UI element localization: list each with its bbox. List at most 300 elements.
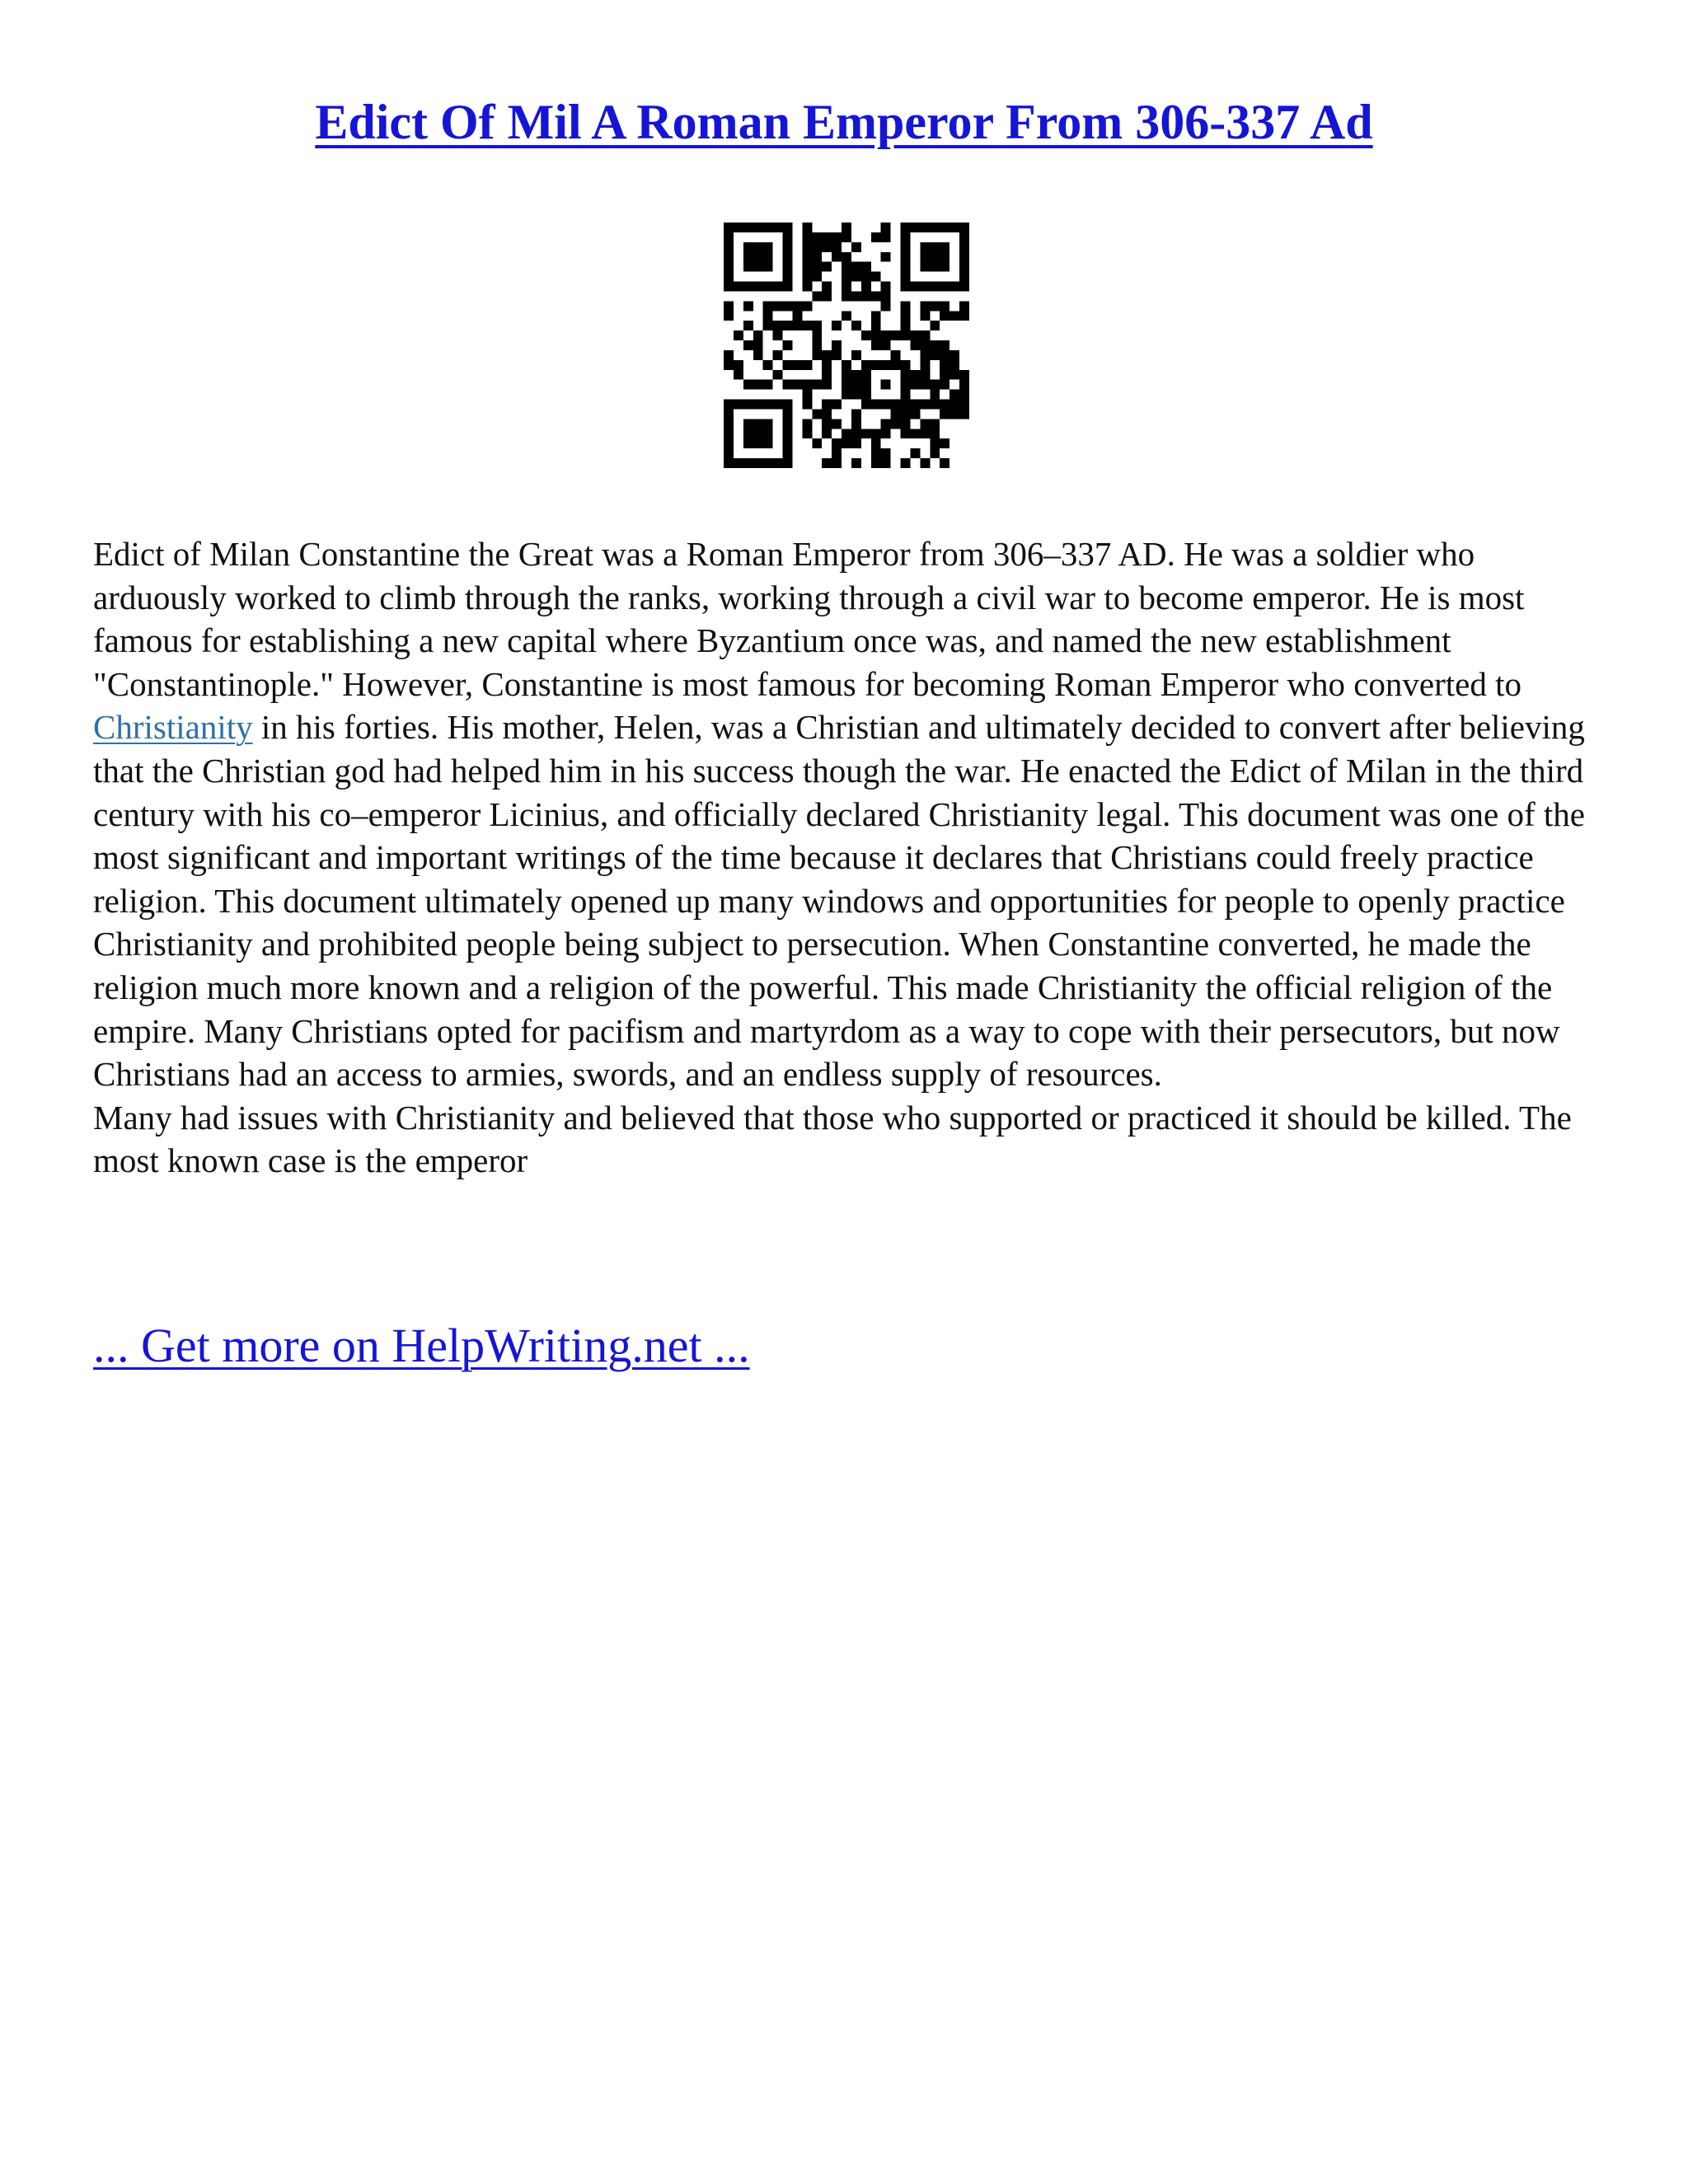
qr-module (871, 232, 881, 242)
qr-module (940, 458, 950, 468)
qr-module (783, 419, 793, 429)
qr-module (763, 458, 773, 468)
qr-module (881, 458, 891, 468)
qr-module (724, 458, 734, 468)
qr-module (950, 282, 959, 292)
qr-module (901, 232, 911, 242)
qr-module (861, 330, 871, 340)
qr-module (940, 350, 950, 360)
qr-module (724, 282, 734, 292)
qr-module (920, 242, 930, 252)
qr-module (832, 400, 842, 410)
qr-module (763, 360, 773, 370)
qr-module (910, 409, 920, 419)
qr-module (753, 262, 763, 272)
qr-module (842, 360, 851, 370)
qr-module (901, 252, 911, 262)
get-more-link-container (93, 1317, 750, 1375)
qr-module (724, 409, 734, 419)
qr-module (724, 429, 734, 438)
qr-module (930, 301, 940, 311)
qr-module (802, 390, 812, 400)
qr-module (792, 360, 802, 370)
qr-module (881, 282, 891, 292)
qr-module (822, 242, 832, 252)
qr-module (901, 242, 911, 252)
qr-module (851, 458, 861, 468)
qr-module (783, 360, 793, 370)
qr-module (901, 370, 911, 380)
qr-module (842, 223, 851, 232)
qr-module (851, 350, 861, 360)
qr-module (802, 223, 812, 232)
qr-module (802, 252, 812, 262)
qr-module (950, 409, 959, 419)
qr-module (822, 360, 832, 370)
qr-module (950, 350, 959, 360)
qr-module (783, 301, 793, 311)
qr-module (901, 223, 911, 232)
qr-module (802, 360, 812, 370)
qr-module (930, 419, 940, 429)
qr-module (940, 311, 950, 321)
qr-module (959, 252, 969, 262)
qr-module (920, 370, 930, 380)
qr-module (822, 409, 832, 419)
qr-module (881, 232, 891, 242)
qr-module (822, 291, 832, 301)
qr-module (861, 390, 871, 400)
qr-module (861, 282, 871, 292)
qr-module (901, 262, 911, 272)
qr-module (743, 252, 753, 262)
qr-module (812, 291, 822, 301)
qr-module (881, 419, 891, 429)
qr-module (842, 429, 851, 438)
qr-module (861, 370, 871, 380)
qr-module (930, 340, 940, 350)
qr-module (930, 380, 940, 390)
qr-module (910, 380, 920, 390)
qr-module (950, 390, 959, 400)
qr-module (851, 409, 861, 419)
qr-module (822, 232, 832, 242)
qr-module (724, 242, 734, 252)
qr-module (832, 252, 842, 262)
qr-module (753, 458, 763, 468)
qr-module (910, 223, 920, 232)
qr-module (743, 242, 753, 252)
qr-module (783, 321, 793, 330)
qr-module (901, 429, 911, 438)
qr-module (753, 380, 763, 390)
qr-module (743, 380, 753, 390)
qr-module (940, 438, 950, 448)
qr-module (901, 301, 911, 311)
qr-module (763, 400, 773, 410)
qr-module (871, 340, 881, 350)
qr-module (851, 370, 861, 380)
qr-module (783, 400, 793, 410)
qr-module (871, 458, 881, 468)
qr-module (734, 370, 743, 380)
qr-code (724, 223, 969, 468)
qr-module (743, 301, 753, 311)
qr-module (822, 380, 832, 390)
qr-module (950, 311, 959, 321)
qr-module (901, 409, 911, 419)
qr-module (871, 438, 881, 448)
qr-module (851, 438, 861, 448)
qr-module (940, 409, 950, 419)
qr-module (959, 390, 969, 400)
qr-module (753, 419, 763, 429)
qr-module (920, 223, 930, 232)
qr-module (851, 291, 861, 301)
qr-module (743, 400, 753, 410)
qr-module (910, 448, 920, 458)
qr-module (930, 448, 940, 458)
qr-module (851, 272, 861, 282)
qr-module (940, 340, 950, 350)
paragraph-1-text-a: Edict of Milan Constantine the Great was a Roman Emperor from 306–337 AD. He was a soldier who arduously worked to climb through the ranks, working through a civil war to become emperor. He is most famous for establishing a new capital where Byzantium once was, and named the new establishment "Constantinople." However, Constantine is most famous for becoming Roman Emperor who converted to (93, 535, 1525, 703)
qr-module (802, 301, 812, 311)
qr-module (950, 370, 959, 380)
qr-module (743, 419, 753, 429)
qr-module (724, 448, 734, 458)
qr-module (812, 252, 822, 262)
qr-module (891, 350, 901, 360)
qr-module (753, 429, 763, 438)
qr-module (950, 223, 959, 232)
qr-module (881, 340, 891, 350)
qr-module (861, 360, 871, 370)
qr-module (940, 360, 950, 370)
qr-module (812, 232, 822, 242)
qr-module (842, 311, 851, 321)
qr-module (763, 282, 773, 292)
qr-module (783, 458, 793, 468)
qr-module (724, 360, 734, 370)
qr-module (920, 252, 930, 262)
qr-module (822, 429, 832, 438)
qr-module (783, 223, 793, 232)
qr-module (950, 360, 959, 370)
qr-module (940, 380, 950, 390)
qr-module (930, 321, 940, 330)
qr-module (930, 438, 940, 448)
qr-module (891, 360, 901, 370)
qr-module (901, 360, 911, 370)
qr-module (861, 380, 871, 390)
qr-code-icon (724, 223, 969, 468)
qr-module (871, 311, 881, 321)
qr-module (959, 272, 969, 282)
qr-module (881, 223, 891, 232)
qr-module (959, 409, 969, 419)
qr-module (802, 321, 812, 330)
qr-module (743, 340, 753, 350)
qr-module (959, 311, 969, 321)
qr-module (812, 350, 822, 360)
qr-module (802, 419, 812, 429)
qr-module (910, 400, 920, 410)
qr-module (783, 232, 793, 242)
qr-module (783, 340, 793, 350)
qr-module (891, 419, 901, 429)
qr-module (891, 409, 901, 419)
qr-module (842, 232, 851, 242)
qr-module (881, 400, 891, 410)
qr-module (940, 370, 950, 380)
qr-module (871, 400, 881, 410)
qr-module (861, 429, 871, 438)
qr-module (832, 419, 842, 429)
qr-module (763, 429, 773, 438)
qr-module (881, 252, 891, 262)
qr-module (802, 380, 812, 390)
qr-module (920, 301, 930, 311)
qr-module (851, 429, 861, 438)
qr-module (901, 282, 911, 292)
qr-module (783, 448, 793, 458)
qr-module (763, 242, 773, 252)
qr-module (773, 350, 783, 360)
qr-module (851, 242, 861, 252)
qr-module (930, 242, 940, 252)
qr-module (734, 223, 743, 232)
qr-module (832, 321, 842, 330)
qr-module (910, 282, 920, 292)
qr-module (792, 301, 802, 311)
qr-module (734, 330, 743, 340)
qr-module (812, 438, 822, 448)
qr-module (812, 242, 822, 252)
qr-module (783, 438, 793, 448)
qr-module (763, 311, 773, 321)
qr-module (753, 350, 763, 360)
qr-module (792, 321, 802, 330)
qr-module (891, 330, 901, 340)
qr-module (842, 438, 851, 448)
qr-module (901, 390, 911, 400)
get-more-link[interactable]: ... Get more on HelpWriting.net ... (93, 1319, 750, 1372)
qr-module (920, 419, 930, 429)
qr-module (832, 242, 842, 252)
qr-module (891, 400, 901, 410)
title-link[interactable]: Edict Of Mil A Roman Emperor From 306-337 Ad (315, 95, 1373, 149)
qr-module (959, 380, 969, 390)
qr-module (763, 223, 773, 232)
qr-module (812, 262, 822, 272)
qr-module (842, 390, 851, 400)
qr-module (901, 400, 911, 410)
paragraph-2-text: Many had issues with Christianity and believed that those who supported or practiced it should be killed. The most known case is the emperor (93, 1098, 1572, 1180)
qr-module (724, 350, 734, 360)
qr-module (871, 272, 881, 282)
qr-module (920, 340, 930, 350)
qr-module (861, 262, 871, 272)
qr-module (822, 350, 832, 360)
qr-module (940, 252, 950, 262)
qr-module (783, 262, 793, 272)
qr-module (734, 360, 743, 370)
qr-module (959, 400, 969, 410)
qr-module (822, 282, 832, 292)
qr-module (930, 282, 940, 292)
qr-module (842, 262, 851, 272)
qr-module (724, 419, 734, 429)
qr-module (920, 262, 930, 272)
qr-module (812, 272, 822, 282)
qr-module (753, 282, 763, 292)
christianity-link[interactable]: Christianity (93, 708, 253, 747)
qr-module (783, 409, 793, 419)
qr-module (930, 223, 940, 232)
qr-module (724, 223, 734, 232)
qr-module (920, 458, 930, 468)
qr-module (734, 282, 743, 292)
qr-module (959, 232, 969, 242)
qr-module (901, 272, 911, 282)
qr-module (881, 448, 891, 458)
qr-module (881, 360, 891, 370)
qr-module (802, 400, 812, 410)
qr-module (940, 223, 950, 232)
qr-module (802, 262, 812, 272)
qr-module (812, 340, 822, 350)
qr-module (871, 360, 881, 370)
qr-module (792, 380, 802, 390)
qr-module (753, 223, 763, 232)
qr-module (773, 321, 783, 330)
qr-module (792, 311, 802, 321)
qr-module (901, 330, 911, 340)
qr-module (842, 291, 851, 301)
qr-module (812, 321, 822, 330)
qr-module (920, 380, 930, 390)
qr-module (783, 380, 793, 390)
qr-module (901, 380, 911, 390)
qr-module (920, 282, 930, 292)
qr-module (743, 321, 753, 330)
qr-module (724, 272, 734, 282)
qr-module (832, 350, 842, 360)
qr-module (822, 370, 832, 380)
qr-module (734, 458, 743, 468)
qr-module (930, 429, 940, 438)
qr-module (832, 232, 842, 242)
qr-module (783, 282, 793, 292)
qr-module (724, 400, 734, 410)
qr-module (920, 400, 930, 410)
qr-module (881, 429, 891, 438)
qr-module (842, 380, 851, 390)
qr-module (871, 321, 881, 330)
qr-module (753, 438, 763, 448)
qr-module (920, 311, 930, 321)
qr-module (763, 321, 773, 330)
qr-module (734, 400, 743, 410)
qr-module (871, 448, 881, 458)
qr-module (959, 282, 969, 292)
qr-module (763, 301, 773, 311)
qr-module (822, 400, 832, 410)
qr-module (802, 272, 812, 282)
qr-module (832, 448, 842, 458)
qr-module (783, 242, 793, 252)
qr-module (743, 429, 753, 438)
qr-module (763, 252, 773, 262)
qr-module (930, 350, 940, 360)
qr-module (724, 438, 734, 448)
qr-module (950, 400, 959, 410)
qr-module (773, 223, 783, 232)
qr-module (901, 311, 911, 321)
qr-module (753, 400, 763, 410)
qr-module (743, 458, 753, 468)
qr-module (743, 438, 753, 448)
qr-module (930, 390, 940, 400)
qr-module (842, 370, 851, 380)
qr-module (930, 400, 940, 410)
qr-module (861, 272, 871, 282)
qr-module (851, 390, 861, 400)
qr-module (959, 301, 969, 311)
qr-module (773, 458, 783, 468)
qr-module (783, 272, 793, 282)
qr-module (763, 438, 773, 448)
qr-module (812, 380, 822, 390)
qr-module (871, 429, 881, 438)
qr-module (724, 252, 734, 262)
qr-module (763, 262, 773, 272)
qr-module (910, 370, 920, 380)
qr-module (940, 400, 950, 410)
qr-module (920, 330, 930, 340)
qr-module (940, 301, 950, 311)
paragraph-1-text-b: in his forties. His mother, Helen, was a Christian and ultimately decided to convert after believing that the Christian god had helped him in his success though the war. He enacted the Edict of Milan in the third century with his co–emperor Licinius, and officially declared Christianity legal. This document was one of the most significant and important writings of the time because it declares that Christians could freely practice religion. This document ultimately opened up many windows and opportunities for people to openly practice Christianity and prohibited people being subject to persecution. When Constantine converted, he made the religion much more known and a religion of the powerful. This made Christianity the official religion of the empire. Many Christians opted for pacifism and martyrdom as a way to cope with their persecutors, but now Christians had an access to armies, swords, and an endless supply of resources. (93, 708, 1585, 1094)
qr-module (861, 400, 871, 410)
qr-module (851, 262, 861, 272)
page-title (0, 89, 1688, 155)
qr-module (802, 232, 812, 242)
qr-module (842, 252, 851, 262)
qr-module (773, 330, 783, 340)
qr-module (851, 419, 861, 429)
qr-module (753, 242, 763, 252)
qr-module (940, 282, 950, 292)
qr-module (851, 321, 861, 330)
qr-module (959, 370, 969, 380)
qr-module (920, 350, 930, 360)
qr-module (724, 311, 734, 321)
paragraph-2 (93, 1096, 1610, 1183)
qr-module (940, 262, 950, 272)
qr-module (822, 262, 832, 272)
qr-module (930, 262, 940, 272)
qr-module (832, 340, 842, 350)
qr-module (910, 340, 920, 350)
qr-module (832, 438, 842, 448)
qr-module (724, 232, 734, 242)
qr-module (959, 223, 969, 232)
article-body (93, 532, 1610, 1183)
qr-module (773, 282, 783, 292)
qr-module (743, 262, 753, 272)
qr-module (959, 262, 969, 272)
qr-module (773, 400, 783, 410)
